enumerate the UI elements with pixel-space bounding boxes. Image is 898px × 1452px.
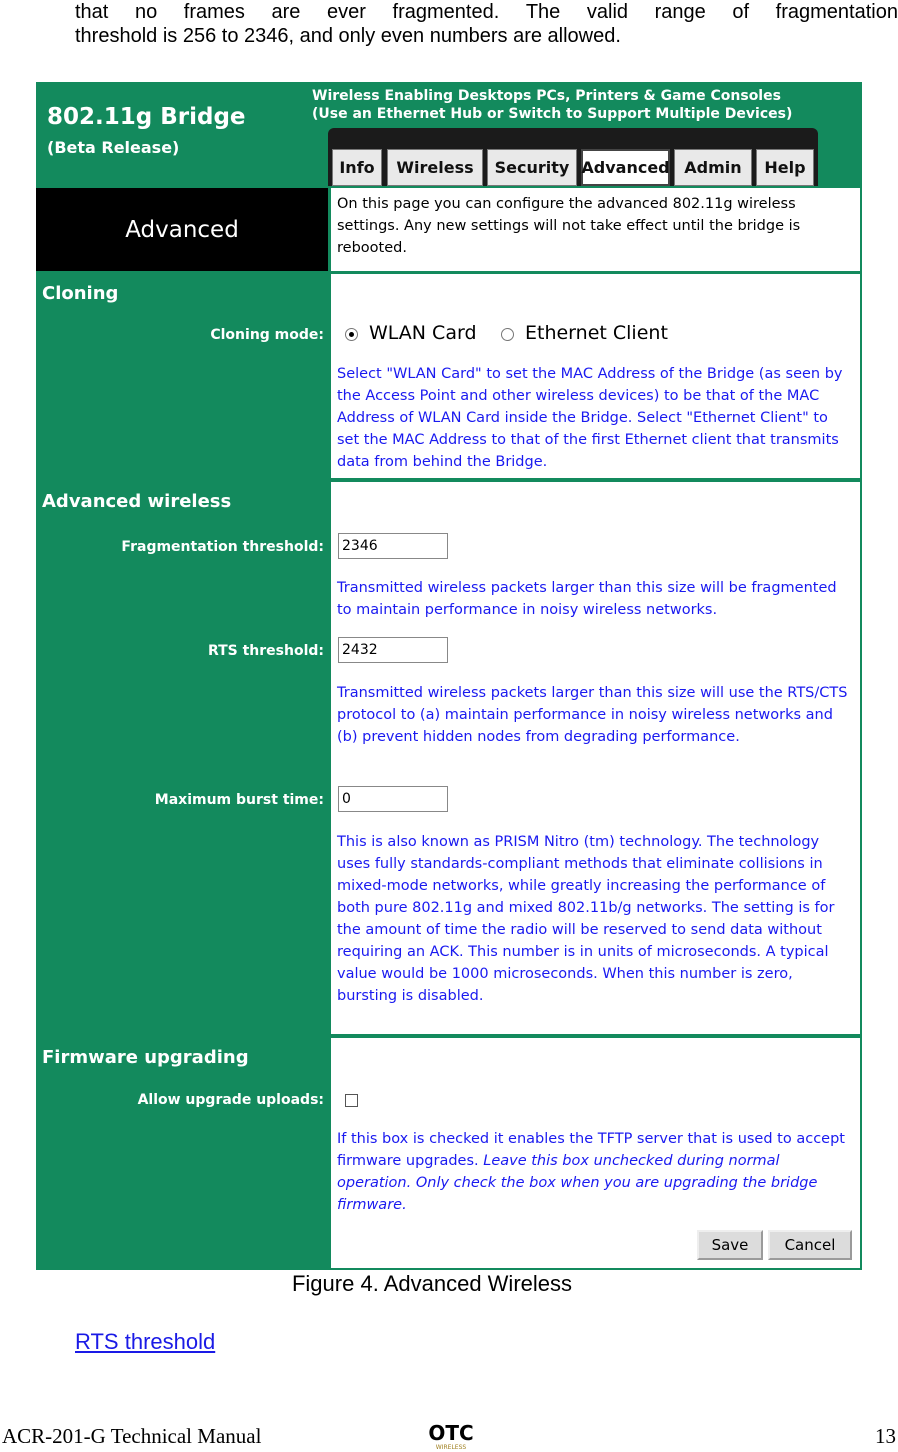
tab-admin[interactable]: Admin: [674, 149, 752, 186]
wlan-card-label: WLAN Card: [369, 322, 477, 344]
maximum-burst-time-label: Maximum burst time:: [154, 792, 324, 808]
ethernet-client-radio[interactable]: [501, 328, 514, 341]
firmware-help: If this box is checked it enables the TFTP server that is used to accept firmware upgrades. Leave this box unchecked during normal operation. Only check the box when you are upgrading the bridge firmware.: [337, 1131, 845, 1213]
otc-wireless-logo-icon: [419, 1418, 483, 1452]
tab-wireless[interactable]: Wireless: [387, 149, 483, 186]
page-intro: On this page you can configure the advanced 802.11g wireless settings. Any new settings will not take effect until the bridge is rebooted.: [337, 196, 801, 256]
cloning-title: Cloning: [42, 283, 119, 304]
release-label: (Beta Release): [47, 138, 180, 157]
rts-threshold-input[interactable]: [338, 637, 448, 663]
advanced-wireless-title: Advanced wireless: [42, 491, 232, 512]
intro-paragraph: [75, 0, 898, 48]
tab-info[interactable]: Info: [332, 149, 382, 186]
logo-subtext: WIRELESS: [435, 1444, 467, 1451]
allow-upgrade-label: Allow upgrade uploads:: [137, 1092, 324, 1108]
fragmentation-threshold-input[interactable]: [338, 533, 448, 559]
wlan-card-radio[interactable]: [345, 328, 358, 341]
figure-caption: Figure 4. Advanced Wireless: [291, 1271, 573, 1296]
rts-threshold-label: RTS threshold:: [207, 643, 324, 659]
allow-upgrade-checkbox[interactable]: [345, 1094, 358, 1107]
footer-manual-title: ACR-201-G Technical Manual: [2, 1424, 262, 1448]
cloning-panel: [331, 274, 860, 478]
header: [36, 82, 862, 186]
maximum-burst-time-input[interactable]: [338, 786, 448, 812]
logo-wordmark: OTC: [428, 1421, 474, 1445]
firmware-panel: [331, 1038, 860, 1268]
fragmentation-help: Transmitted wireless packets larger than this size will be fragmented to maintain performance in noisy wireless networks.: [337, 580, 837, 618]
tagline-2: (Use an Ethernet Hub or Switch to Support Multiple Devices): [312, 106, 793, 122]
tab-help[interactable]: Help: [756, 149, 814, 186]
ethernet-client-label: Ethernet Client: [525, 322, 668, 344]
rts-help: Transmitted wireless packets larger than this size will use the RTS/CTS protocol to (a) maintain performance in noisy wireless networks and (b) prevent hidden nodes from degrading performance.: [337, 685, 848, 745]
page-intro-panel: [331, 188, 860, 271]
firmware-title: Firmware upgrading: [42, 1047, 249, 1068]
advanced-wireless-panel: [331, 482, 860, 1034]
intro-line-2: threshold is 256 to 2346, and only even numbers are allowed.: [75, 25, 621, 47]
tagline-1: Wireless Enabling Desktops PCs, Printers & Game Consoles: [312, 88, 781, 104]
cancel-button[interactable]: Cancel: [768, 1230, 852, 1260]
router-screenshot: [36, 82, 862, 1270]
tab-security[interactable]: Security: [487, 149, 577, 186]
fragmentation-threshold-label: Fragmentation threshold:: [121, 539, 324, 555]
product-name: 802.11g Bridge: [47, 104, 246, 130]
page-title: Advanced: [36, 188, 328, 271]
cloning-help: Select "WLAN Card" to set the MAC Address of the Bridge (as seen by the Access Point and other wireless devices) to be that of the MAC Address of WLAN Card inside the Bridge. Select "Ethernet Client" to set the MAC Address to that of the first Ethernet client that transmits data from behind the Bridge.: [337, 366, 843, 470]
cloning-mode-label: Cloning mode:: [210, 327, 324, 343]
rts-threshold-link[interactable]: RTS threshold: [75, 1329, 216, 1354]
intro-line-1: that no frames are ever fragmented. The valid range of fragmentation: [75, 1, 898, 23]
burst-help: This is also known as PRISM Nitro (tm) technology. The technology uses fully standards-compliant methods that eliminate collisions in mixed-mode networks, while greatly increasing the performance of both pure 802.11g and mixed 802.11b/g networks. The setting is for the amount of time the radio will be reserved to send data without requiring an ACK. This number is in units of microseconds. A typical value would be 1000 microseconds. When this number is zero, bursting is disabled.: [337, 834, 835, 1004]
tab-advanced[interactable]: Advanced: [581, 149, 670, 186]
save-button[interactable]: Save: [697, 1230, 763, 1260]
page-number: 13: [875, 1424, 896, 1448]
